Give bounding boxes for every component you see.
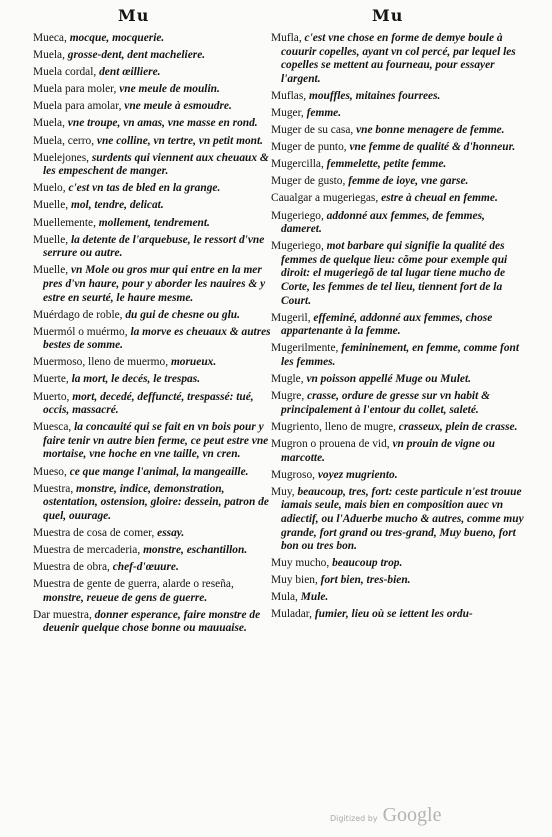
dictionary-entry xyxy=(271,486,525,554)
entry-headword: Muestra de obra, xyxy=(33,561,110,574)
entry-definition: ce que mange l'animal, la mangeaille. xyxy=(66,465,249,478)
entry-definition: vne colline, vn tertre, vn petit mont. xyxy=(94,134,263,147)
dictionary-entry xyxy=(33,199,271,213)
entry-definition: vne bonne menagere de femme. xyxy=(353,124,505,137)
entry-headword: Mugeriego, xyxy=(271,240,324,253)
entry-headword: Muela, xyxy=(33,117,65,130)
dictionary-entry xyxy=(271,342,525,369)
dictionary-entry xyxy=(271,373,525,387)
dictionary-entry xyxy=(33,483,271,524)
entry-headword: Muy bien, xyxy=(271,574,318,587)
dictionary-entry xyxy=(33,234,271,261)
dictionary-entry xyxy=(271,557,525,571)
dictionary-entry xyxy=(271,421,525,435)
dictionary-entry xyxy=(33,373,271,387)
dictionary-entry xyxy=(271,32,525,86)
entry-definition: grosse-dent, dent macheliere. xyxy=(64,49,206,62)
entry-headword: Mugron o prouena de vid, xyxy=(271,437,390,450)
entry-headword: Muela, xyxy=(33,49,65,62)
entry-definition: femmelette, petite femme. xyxy=(323,158,447,171)
entry-headword: Mugerilmente, xyxy=(271,342,339,355)
entry-definition: mollement, tendrement. xyxy=(95,216,210,229)
digitized-footer xyxy=(330,804,442,827)
entry-definition: vne meule à esmoudre. xyxy=(121,100,232,113)
entry-headword: Muermoso, lleno de muermo, xyxy=(33,356,169,369)
entry-headword: Muger, xyxy=(271,106,304,119)
entry-headword: Mueca, xyxy=(33,32,67,44)
entry-definition: mocque, mocquerie. xyxy=(66,32,165,44)
entry-headword: Mugre, xyxy=(271,390,305,403)
entry-definition: estre à cheual en femme. xyxy=(378,192,498,205)
dictionary-entry xyxy=(271,210,525,237)
entry-definition: c'est vn tas de bled en la grange. xyxy=(65,182,221,195)
dictionary-entry xyxy=(33,32,271,46)
entry-headword: Mufla, xyxy=(271,32,302,44)
dictionary-entry xyxy=(271,390,525,417)
entry-definition: vne meule de moulin. xyxy=(116,83,220,96)
entry-headword: Muelle, xyxy=(33,199,69,212)
dictionary-entry xyxy=(33,152,271,179)
running-head-left: Mu xyxy=(118,6,150,25)
entry-definition: mouffles, mitaines fourrees. xyxy=(306,89,441,102)
entry-headword: Mugroso, xyxy=(271,468,315,481)
entry-definition: Mule. xyxy=(297,591,329,604)
entry-definition: effeminé, addonné aux femmes, chose appartenante à la femme. xyxy=(281,311,493,338)
left-column xyxy=(33,32,271,640)
dictionary-entry xyxy=(33,100,271,114)
dictionary-entry xyxy=(271,158,525,172)
entry-definition: fumier, lieu où se iettent les ordu- xyxy=(311,608,473,621)
dictionary-entry xyxy=(33,135,271,149)
dictionary-entry xyxy=(33,609,271,636)
entry-headword: Mueso, xyxy=(33,465,67,478)
entry-headword: Muesca, xyxy=(33,421,72,434)
dictionary-entry xyxy=(33,561,271,575)
entry-definition: vn prouin de vigne ou marcotte. xyxy=(281,437,496,464)
dictionary-entry xyxy=(271,240,525,308)
entry-headword: Muestra de cosa de comer, xyxy=(33,526,155,539)
dictionary-entry xyxy=(271,574,525,588)
entry-headword: Muela para amolar, xyxy=(33,100,122,113)
entry-headword: Muelle, xyxy=(33,264,69,277)
entry-headword: Muestra, xyxy=(33,482,74,495)
entry-headword: Muela para moler, xyxy=(33,83,117,96)
entry-headword: Mugriento, lleno de mugre, xyxy=(271,420,396,433)
entry-definition: essay. xyxy=(154,526,185,539)
dictionary-entry xyxy=(271,141,525,155)
entry-definition: chef-d'œuure. xyxy=(109,561,179,574)
google-logo: Google xyxy=(382,804,442,826)
entry-definition: mort, decedé, deffuncté, trespassé: tué, occis, massacré. xyxy=(43,390,254,417)
entry-definition: monstre, reueue de gens de guerre. xyxy=(43,591,208,604)
dictionary-entry xyxy=(33,466,271,480)
entry-definition: crasseux, plein de crasse. xyxy=(395,420,518,433)
entry-headword: Muelo, xyxy=(33,182,66,195)
entry-headword: Muestra de gente de guerra, alarde o reseña, xyxy=(33,578,234,591)
dictionary-entry xyxy=(271,469,525,483)
entry-headword: Mugle, xyxy=(271,373,304,386)
entry-headword: Muy mucho, xyxy=(271,557,330,570)
entry-definition: la detente de l'arquebuse, le ressort d'vne serrure ou autre. xyxy=(43,233,265,260)
dictionary-entry xyxy=(33,182,271,196)
entry-definition: femme de ioye, vne garse. xyxy=(345,175,469,188)
entry-definition: la morve es cheuaux & autres bestes de somme. xyxy=(43,325,271,352)
entry-headword: Muflas, xyxy=(271,89,307,102)
entry-headword: Mugercilla, xyxy=(271,158,324,171)
entry-headword: Muger de gusto, xyxy=(271,175,346,188)
entry-headword: Muerto, xyxy=(33,390,70,403)
entry-definition: addonné aux femmes, de femmes, dameret. xyxy=(281,209,485,236)
entry-definition: beaucoup trop. xyxy=(329,557,403,570)
dictionary-entry xyxy=(33,421,271,462)
right-column xyxy=(271,32,525,626)
dictionary-entry xyxy=(271,608,525,622)
entry-definition: vn poisson appellé Muge ou Mulet. xyxy=(303,373,471,386)
dictionary-entry xyxy=(33,578,271,605)
entry-headword: Muela cordal, xyxy=(33,66,97,79)
entry-headword: Dar muestra, xyxy=(33,608,92,621)
entry-definition: dent œilliere. xyxy=(96,66,161,79)
entry-definition: mot barbare qui signifie la qualité des femmes de quelque lieu: cõme pour exemple qui diroit: el mugeriegõ de tal lugar tiene mucho de Corte, les femmes de tel lieu, tiennent fort de la Court. xyxy=(281,240,508,307)
dictionary-entry xyxy=(33,544,271,558)
dictionary-entry xyxy=(33,356,271,370)
dictionary-entry xyxy=(271,312,525,339)
dictionary-entry xyxy=(271,90,525,104)
dictionary-entry xyxy=(33,309,271,323)
entry-definition: vn Mole ou gros mur qui entre en la mer pres d'vn haure, pour y aborder les nauires & y estre en seurté, le haure mesme. xyxy=(43,264,266,304)
entry-definition: beaucoup, tres, fort: ceste particule n'est trouue iamais seule, mais bien en composition auec vn adiectif, ou l'Aduerbe mucho & autres, comme muy grande, fort grand ou tres-grand, Muy bueno, fort bon ou tres bon. xyxy=(281,485,524,553)
entry-definition: du gui de chesne ou glu. xyxy=(122,308,240,321)
dictionary-entry xyxy=(33,117,271,131)
digitized-by-text: Digitized by xyxy=(330,814,378,823)
dictionary-entry xyxy=(33,83,271,97)
entry-definition: la concauité qui se fait en vn bois pour y faire tenir vn autre bien ferme, ce peut estre vne mortaise, vne hoche en vne taille, vn cren. xyxy=(43,421,269,461)
dictionary-entry xyxy=(271,192,525,206)
entry-headword: Muérdago de roble, xyxy=(33,308,123,321)
dictionary-entry xyxy=(33,326,271,353)
entry-definition: morueux. xyxy=(168,356,217,369)
entry-definition: vne troupe, vn amas, vne masse en rond. xyxy=(64,117,258,130)
entry-headword: Muermól o muérmo, xyxy=(33,325,128,338)
dictionary-entry xyxy=(33,391,271,418)
entry-definition: donner esperance, faire monstre de deuenir quelque chose bonne ou mauuaise. xyxy=(43,608,261,635)
entry-headword: Muerte, xyxy=(33,373,69,386)
entry-definition: monstre, indice, demonstration, ostentation, ostension, gloire: dessein, patron de quel, ouurage. xyxy=(43,482,269,522)
entry-headword: Muestra de mercaderia, xyxy=(33,544,141,556)
dictionary-entry xyxy=(33,217,271,231)
entry-headword: Muela, cerro, xyxy=(33,134,95,147)
entry-headword: Mugeriego, xyxy=(271,209,324,222)
entry-headword: Muelejones, xyxy=(33,151,89,164)
entry-headword: Mugeril, xyxy=(271,311,311,324)
entry-definition: fort bien, tres-bien. xyxy=(317,574,411,587)
entry-definition: femininement, en femme, comme font les femmes. xyxy=(281,342,520,368)
entry-definition: la mort, le decés, le trespas. xyxy=(68,373,201,386)
entry-definition: vne femme de qualité & d'honneur. xyxy=(346,141,516,154)
entry-definition: c'est vne chose en forme de demye boule à couurir copelles, ayant vn col percé, par lequel les copelles se mettent au fourneau, pour essayer l'argent. xyxy=(281,32,516,85)
dictionary-entry xyxy=(33,264,271,305)
entry-headword: Mula, xyxy=(271,591,298,604)
entry-definition: surdents qui viennent aux cheuaux & les empeschent de manger. xyxy=(43,151,269,178)
dictionary-entry xyxy=(33,66,271,80)
dictionary-entry xyxy=(33,527,271,541)
dictionary-entry xyxy=(271,591,525,605)
entry-headword: Muelle, xyxy=(33,233,69,246)
entry-definition: crasse, ordure de gresse sur vn habit & principalement à l'entour du collet, saleté. xyxy=(281,390,490,416)
entry-definition: mol, tendre, delicat. xyxy=(68,199,164,212)
entry-headword: Muellemente, xyxy=(33,216,96,229)
entry-definition: voyez mugriento. xyxy=(314,468,398,481)
entry-headword: Muger de punto, xyxy=(271,141,347,154)
dictionary-entry xyxy=(271,175,525,189)
entry-headword: Muger de su casa, xyxy=(271,124,354,137)
entry-headword: Caualgar a mugeriegas, xyxy=(271,192,379,205)
entry-headword: Muladar, xyxy=(271,608,312,621)
dictionary-entry xyxy=(271,107,525,121)
entry-headword: Muy, xyxy=(271,485,295,498)
dictionary-entry xyxy=(271,438,525,465)
entry-definition: monstre, eschantillon. xyxy=(140,544,248,556)
entry-definition: femme. xyxy=(303,106,342,119)
dictionary-entry xyxy=(33,49,271,63)
running-head-right: Mu xyxy=(372,6,404,25)
dictionary-entry xyxy=(271,124,525,138)
